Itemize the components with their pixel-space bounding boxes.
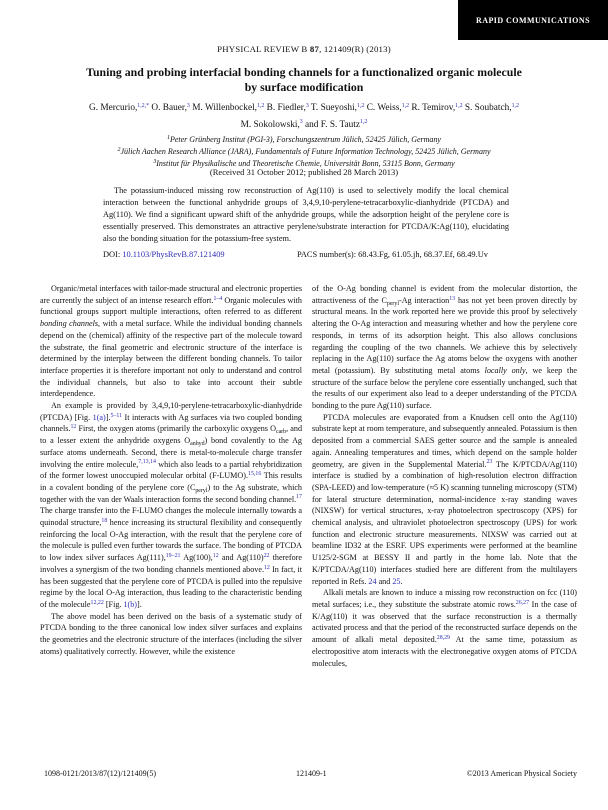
footer-page-number: 121409-1: [296, 769, 327, 778]
footer-copyright: ©2013 American Physical Society: [466, 769, 577, 778]
affiliations: [0, 134, 608, 170]
page-footer: [44, 769, 577, 778]
doi-label: DOI:: [103, 250, 123, 259]
affiliation-2: $^2$Jülich Aachen Research Alliance (JARA), Fundamentals of Future Information Technology, 52425 Jülich, Germany: [117, 146, 491, 156]
author-line-1: G. Mercurio,$^{1,2,*}$ O. Bauer,$^3$ M. Willenbockel,$^{1,2}$ B. Fiedler,$^3$ T. Sueyoshi,$^{1,2}$ C. Weiss,$^{1,2}$ R. Temirov,$^{1,2}$ S. Soubatch,$^{1,2}$: [89, 102, 519, 113]
journal-name: PHYSICAL REVIEW B: [217, 44, 310, 54]
doi-link[interactable]: 10.1103/PhysRevB.87.121409: [122, 250, 225, 259]
paragraph-ptcda-example: An example is provided by 3,4,9,10-perylene-tetracarboxylic-dianhydride (PTCDA) [Fig. 1(a)].$^{5-11}$ It interacts with Ag surfaces via two coupled bonding channels.$^{12}$ First, the oxygen atoms (primarily the carboxylic oxygens $O_{carb}$, and to a lesser extent the anhydride oxygens $O_{anhyd}$) bond covalently to the Ag surface atoms underneath. Second, there is metal-to-molecule charge transfer involving the entire molecule,$^{7,13,14}$ which also leads to a partial rehybridization of the former lowest unoccupied molecular orbital (F-LUMO).$^{15,16}$ This results in a covalent bonding of the perylene core $(C_{peryl})$ to the Ag substrate, which together with the van der Waals interaction forms the second bonding channel.$^{17}$ The charge transfer into the F-LUMO changes the molecule internally towards a quinodal structure,$^{18}$ hence increasing its structural flexibility and consequently reinforcing the local O-Ag interaction, with the result that the perylene core of the molecule is pulled even further towards the surface. The bonding of PTCDA to low index silver surfaces Ag(111),$^{19-21}$ Ag(100),$^{12}$ and $Ag(110)^{22}$ therefore involves a synergism of the two bonding channels mentioned above.$^{12}$ In fact, it has been suggested that the perylene core of PTCDA is pulled into the repulsive regime by the local O-Ag interaction, thus leading to the characteristic bending of the molecule$^{12,22}$ [Fig. 1(b)].: [40, 401, 303, 609]
right-column: [312, 283, 577, 669]
footer-issn: 1098-0121/2013/87(12)/121409(5): [44, 769, 156, 778]
paragraph-model-continued: of the O-Ag bonding channel is evident from the molecular distortion, the attractiveness of the $C_{peryl}-Ag$ interaction$^{13}$ has not yet been proven directly by structural means. In the work reported here we provide this proof by selectively altering the O-Ag interaction and measuring whether and how the perylene core responds, in terms of its adsorption height. This also allows conclusions regarding the coupling of the two channels. We achieve this by selectively replacing in the Ag(110) surface the Ag atoms below the oxygens with another metal (potassium). By substituting metal atoms locally only, we keep the structure of the surface below the perylene core essentially unchanged, such that the results of our experiment also lead to a deeper understanding of the PTCDA bonding to the pure Ag(110) surface.: [312, 284, 577, 411]
affiliation-3: $^3$Institut für Physikalische und Theoretische Chemie, Universität Bonn, 53115 Bonn, Germany: [153, 158, 455, 168]
title-line-1: Tuning and probing interfacial bonding channels for a functionalized organic molecule: [86, 65, 522, 79]
paragraph-methods: PTCDA molecules are evaporated from a Knudsen cell onto the Ag(110) substrate kept at room temperature, and subsequently annealed. Potassium is then deposited from a commercial SAES getter source and the sample is annealed again. Annealing temperatures and times, which depend on the sample holder geometry, are given in the Supplemental Material.$^{23}$ The K/PTCDA/Ag(110) interface is studied by a combination of high-resolution electron diffraction (SPA-LEED) and low-temperature (≈5 K) scanning tunneling microscopy (STM) for lateral structure determination, normal-incidence x-ray standing waves (NIXSW) for vertical structures, x-ray photoelectron spectroscopy (XPS) for chemical analysis, and ultraviolet photoelectron spectroscopy (UPS) for work function and electronic structure measurements. NIXSW was carried out at beamline ID32 at the ESRF. UPS experiments were performed at the beamline U125/2-SGM at BESSY II and partly in the home lab. Note that the K/PTCDA/Ag(110) interfaces studied here are different from the multilayers reported in Refs. 24 and 25.: [312, 412, 577, 586]
journal-issue: , 121409(R) (2013): [319, 44, 391, 54]
paragraph-alkali: Alkali metals are known to induce a missing row reconstruction on fcc (110) metal surfaces; i.e., they substitute the substrate atomic rows.$^{26,27}$ In the case of K/Ag(110) it was observed that the surface reconstruction is a thermally activated process and that the period of the reconstructed surface depends on the amount of alkali metal deposited.$^{28,29}$ At the same time, potassium as electropositive atom interacts with the electronegative oxygen atoms of PTCDA molecules,: [312, 588, 578, 668]
journal-header: [0, 44, 608, 54]
page-title: [0, 65, 608, 94]
pacs-numbers: PACS number(s): 68.43.Fg, 61.05.jh, 68.37.Ef, 68.49.Uv: [297, 250, 488, 259]
abstract: The potassium-induced missing row reconstruction of Ag(110) is used to selectively modify the local chemical interaction between the functional anhydride groups of 3,4,9,10-perylene-tetracarboxylic-dianhydride (PTCDA) and Ag(110). We find a significant upward shift of the anhydride groups, while the adsorption height of the perylene core is essentially preserved. This demonstrates an attractive perylene/substrate interaction for PTCDA/K:Ag(110), elucidating also the bonding situation for the potassium-free system.: [103, 186, 509, 243]
journal-volume: 87: [309, 44, 320, 54]
paragraph-intro: Organic/metal interfaces with tailor-made structural and electronic properties are currently the subject of an intense research effort.$^{1-4}$ Organic molecules with functional groups support multiple interactions, often referred to as different bonding channels, with a metal surface. While the individual bonding channels depend on the (chemical) affinity of the respective part of the molecule toward the substrate, the final geometric and electronic structure of the interface is determined by the interplay between the different bonding channels. To tailor interface properties it is therefore important not only to understand and control the individual channels, but also to take into account their subtle interdependence.: [40, 284, 302, 399]
author-line-2: M. Sokolowski,$^3$ and F. S. Tautz$^{1,2}$: [240, 119, 368, 130]
left-column: [40, 283, 302, 658]
paragraph-model: The above model has been derived on the basis of a systematic study of PTCDA bonding to the three canonical low index silver surfaces and explains the geometries and the electronic structure of the interfaces (including the silver atoms) qualitatively correctly. However, while the existence: [40, 611, 302, 656]
banner-label: RAPID COMMUNICATIONS: [476, 15, 590, 25]
rapid-communications-banner: [458, 0, 608, 40]
received-line: (Received 31 October 2012; published 28 March 2013): [209, 167, 399, 177]
doi-pacs-row: [103, 250, 509, 259]
author-list: [0, 100, 608, 133]
affiliation-1: $^1$Peter Grünberg Institut (PGI-3), Forschungszentrum Jülich, 52425 Jülich, Germany: [167, 134, 441, 144]
title-line-2: by surface modification: [244, 79, 364, 94]
